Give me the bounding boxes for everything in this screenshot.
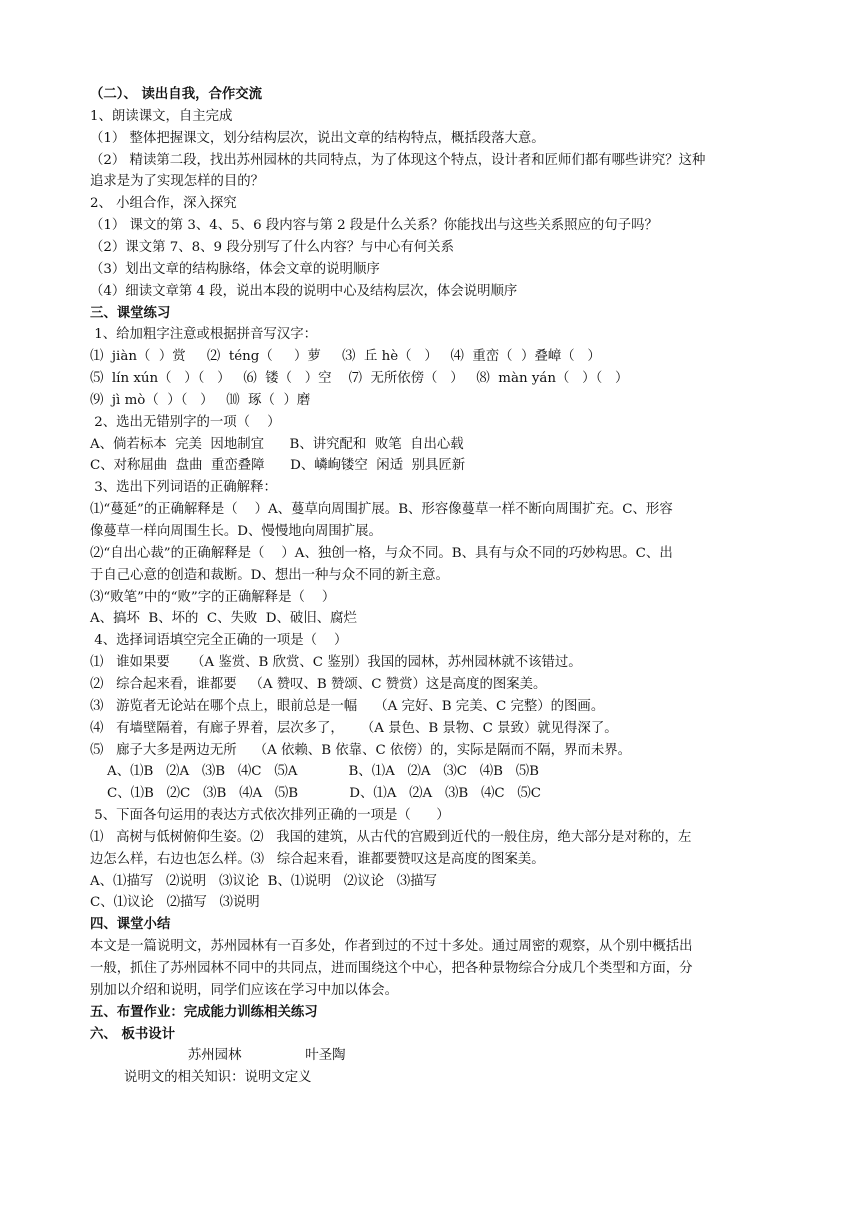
text-line: C、对称屈曲 盘曲 重峦叠障 D、嶙峋镂空 闲适 别具匠新 bbox=[90, 458, 466, 474]
text-line: （3）划出文章的结构脉络，体会文章的说明顺序 bbox=[90, 261, 380, 277]
text-line: 5、下面各句运用的表达方式依次排列正确的一项是（ ） bbox=[90, 808, 450, 824]
text-line: ⑴ jiàn（ ）赏 ⑵ téng（ ）萝 ⑶ 丘 hè（ ） ⑷ 重峦（ ）叠嶂（ ） bbox=[90, 349, 601, 365]
text-line: A、倘若标本 完美 因地制宜 B、讲究配和 败笔 自出心载 bbox=[90, 436, 464, 452]
text-line: 像蔓草一样向周围生长。D、慢慢地向周围扩展。 bbox=[90, 524, 382, 539]
text-line: ⑼ jì mò（ ）（ ） ⑽ 琢（ ）磨 bbox=[90, 392, 311, 408]
text-line: ⑴ 谁如果要 （A 鉴赏、B 欣赏、C 鉴别）我国的园林，苏州园林就不该错过。 bbox=[90, 655, 582, 671]
section-heading: 五、布置作业：完成能力训练相关练习 bbox=[90, 1004, 318, 1020]
text-line: 1、给加粗字注意或根据拼音写汉字： bbox=[90, 327, 318, 343]
text-line: ⑶ 游览者无论站在哪个点上，眼前总是一幅 （A 完好、B 完美、C 完整）的图画。 bbox=[90, 698, 605, 714]
text-line: ⑷ 有墙壁隔着，有廊子界着，层次多了， （A 景色、B 景物、C 景致）就见得深了。 bbox=[90, 720, 618, 736]
text-line: （2）课文第 7、8、9 段分别写了什么内容？与中心有何关系 bbox=[90, 239, 454, 255]
text-line: ⑵ 综合起来看，谁都要 （A 赞叹、B 赞颂、C 赞赏）这是高度的图案美。 bbox=[90, 676, 547, 692]
text-line: 边怎么样，右边也怎么样。⑶ 综合起来看，谁都要赞叹这是高度的图案美。 bbox=[90, 851, 545, 867]
section-heading: （二）、 读出自我，合作交流 bbox=[90, 87, 263, 102]
text-line: 2、 小组合作，深入探究 bbox=[90, 196, 237, 212]
text-line: （1） 整体把握课文，划分结构层次，说出文章的结构特点，概括段落大意。 bbox=[90, 130, 545, 146]
text-line: ⑴ 高树与低树俯仰生姿。⑵ 我国的建筑，从古代的宫殿到近代的一般住房，绝大部分是对称的，左 bbox=[90, 829, 692, 845]
text-line: 苏州园林 叶圣陶 bbox=[90, 1048, 346, 1064]
section-heading: 六、 板书设计 bbox=[90, 1026, 176, 1042]
section-heading: 三、课堂练习 bbox=[90, 305, 171, 321]
text-line: A、搞坏 B、坏的 C、失败 D、破旧、腐烂 bbox=[90, 611, 357, 627]
section-heading: 四、课堂小结 bbox=[90, 917, 171, 933]
text-line: （1） 课文的第 3、4、5、6 段内容与第 2 段是什么关系？你能找出与这些关系照应的句子吗？ bbox=[90, 218, 658, 234]
text-line: 4、选择词语填空完全正确的一项是（ ） bbox=[90, 633, 348, 649]
text-line: 1、朗读课文，自主完成 bbox=[90, 108, 233, 124]
text-line: A、⑴描写 ⑵说明 ⑶议论 B、⑴说明 ⑵议论 ⑶描写 bbox=[90, 873, 437, 889]
text-line: ⑸ 廊子大多是两边无所 （A 依赖、B 依靠、C 依傍）的，实际是隔而不隔，界而未界。 bbox=[90, 742, 631, 758]
text-line: ⑶“败笔”中的“败”字的正确解释是（ ） bbox=[90, 589, 336, 605]
text-line: C、⑴议论 ⑵描写 ⑶说明 bbox=[90, 895, 260, 911]
text-line: A、⑴B ⑵A ⑶B ⑷C ⑸A B、⑴A ⑵A ⑶C ⑷B ⑸B bbox=[90, 764, 539, 780]
text-line: 说明文的相关知识：说明文定义 bbox=[90, 1070, 312, 1086]
text-line: ⑴“蔓延”的正确解释是（ ）A、蔓草向周围扩展。B、形容像蔓草一样不断向周围扩充。C、形容 bbox=[90, 502, 673, 518]
text-line: 一般，抓住了苏州园林不同中的共同点，进而围绕这个中心，把各种景物综合分成几个类型和方面，分 bbox=[90, 961, 693, 976]
text-line: 追求是为了实现怎样的目的？ bbox=[90, 174, 265, 190]
text-line: （2） 精读第二段，找出苏州园林的共同特点，为了体现这个特点，设计者和匠师们都有哪些讲究？这种 bbox=[90, 152, 706, 168]
text-line: C、⑴B ⑵C ⑶B ⑷A ⑸B D、⑴A ⑵A ⑶B ⑷C ⑸C bbox=[90, 786, 542, 802]
text-line: ⑸ lín xún（ ）（ ） ⑹ 镂（ ）空 ⑺ 无所依傍（ ） ⑻ màn yán（ ）（ ） bbox=[90, 371, 629, 387]
text-line: 2、选出无错别字的一项（ ） bbox=[90, 414, 281, 430]
text-line: 于自己心意的创造和裁断。D、想出一种与众不同的新主意。 bbox=[90, 567, 449, 583]
text-line: 别加以介绍和说明，同学们应该在学习中加以体会。 bbox=[90, 982, 398, 998]
text-line: （4）细读文章第 4 段，说出本段的说明中心及结构层次，体会说明顺序 bbox=[90, 283, 518, 299]
text-line: 本文是一篇说明文，苏州园林有一百多处，作者到过的不过十多处。通过周密的观察，从个别中概括出 bbox=[90, 939, 693, 955]
text-line: 3、选出下列词语的正确解释： bbox=[90, 480, 277, 496]
text-line: ⑵“自出心裁”的正确解释是（ ）A、独创一格，与众不同。B、具有与众不同的巧妙构思。C、出 bbox=[90, 545, 673, 561]
